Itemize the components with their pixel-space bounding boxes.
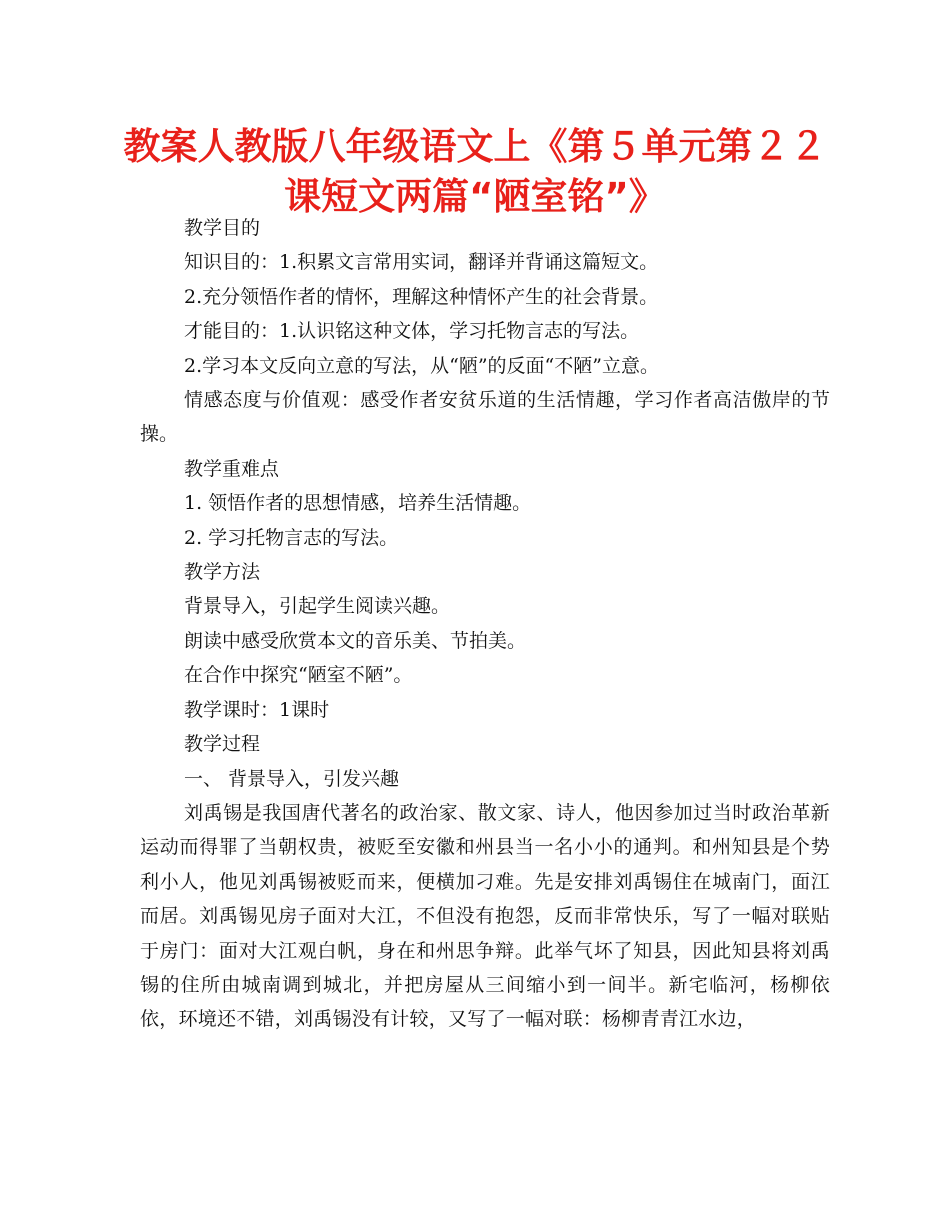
heading-key-points: 教学重难点 <box>184 457 280 480</box>
title-line-2: 课短文两篇“陋室铭”》 <box>284 175 666 218</box>
paragraph-knowledge-goal-2: 2.充分领悟作者的情怀，理解这种情怀产生的社会背景。 <box>184 285 659 308</box>
heading-teaching-goals: 教学目的 <box>184 217 261 239</box>
paragraph-ability-goal-1: 才能目的：1.认识铭这种文体，学习托物言志的写法。 <box>184 320 640 343</box>
paragraph-method-2: 朗读中感受欣赏本文的音乐美、节拍美。 <box>184 629 527 652</box>
document-body <box>140 211 830 1037</box>
title-line-1: 教案人教版八年级语文上《第５单元第２２ <box>123 125 827 168</box>
list-item-key-point-1: 1. 领悟作者的思想情感，培养生活情趣。 <box>184 492 532 515</box>
paragraph-method-1: 背景导入，引起学生阅读兴趣。 <box>184 595 451 618</box>
paragraph-emotion-goal: 情感态度与价值观：感受作者安贫乐道的生活情趣，学习作者高洁傲岸的节操。 <box>140 389 830 446</box>
paragraph-knowledge-goal-1: 知识目的：1.积累文言常用实词，翻译并背诵这篇短文。 <box>184 251 659 274</box>
document-title <box>120 122 830 222</box>
paragraph-background-story: 刘禹锡是我国唐代著名的政治家、散文家、诗人，他因参加过当时政治革新运动而得罪了当朝权贵，被贬至安徽和州县当一名小小的通判。和州知县是个势利小人，他见刘禹锡被贬而来，便横加刁难。先是安排刘禹锡住在城南门，面江而居。刘禹锡见房子面对大江，不但没有抱怨，反而非常快乐，写了一幅对联贴于房门：面对大江观白帆，身在和州思争辩。此举气坏了知县，因此知县将刘禹锡的住所由城南调到城北，并把房屋从三间缩小到一间半。新宅临河，杨柳依依，环境还不错，刘禹锡没有计较，又写了一幅对联：杨柳青青江水边， <box>140 801 830 1031</box>
paragraph-method-3: 在合作中探究“陋室不陋”。 <box>184 664 413 687</box>
list-item-key-point-2: 2. 学习托物言志的写法。 <box>184 526 399 549</box>
heading-teaching-process: 教学过程 <box>184 733 261 756</box>
paragraph-ability-goal-2: 2.学习本文反向立意的写法，从“陋”的反面“不陋”立意。 <box>184 354 659 377</box>
paragraph-class-hours: 教学课时：1课时 <box>184 698 330 721</box>
heading-teaching-methods: 教学方法 <box>184 561 261 584</box>
section-heading-intro: 一、 背景导入，引发兴趣 <box>184 767 400 790</box>
